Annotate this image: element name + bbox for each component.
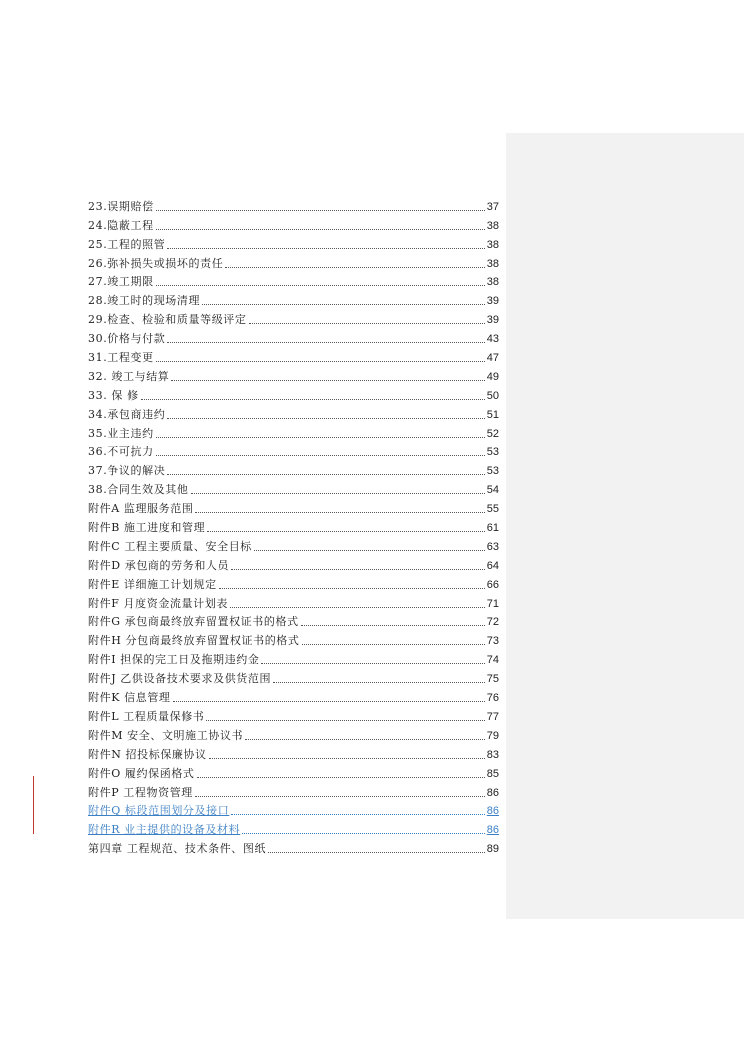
toc-entry[interactable]: [88, 573, 499, 592]
toc-entry-label: 附件E 详细施工计划规定: [88, 577, 217, 591]
toc-entry-label: 附件M 安全、文明施工协议书: [88, 728, 244, 742]
toc-entry-label: 26.弥补损失或损坏的责任: [88, 256, 224, 270]
toc-entry[interactable]: [88, 289, 499, 308]
toc-dot-leader: [202, 304, 485, 305]
toc-entry[interactable]: [88, 686, 499, 705]
toc-entry-label: 37.争议的解决: [88, 464, 166, 478]
toc-entry[interactable]: [88, 384, 499, 403]
toc-dot-leader: [231, 569, 485, 570]
toc-entry-page-number: 79: [486, 729, 499, 742]
toc-dot-leader: [206, 720, 484, 721]
toc-entry-page-number: 73: [486, 635, 499, 648]
toc-entry[interactable]: [88, 233, 499, 252]
toc-entry-page-number: 55: [486, 503, 499, 516]
toc-entry-page-number: 71: [486, 597, 499, 610]
toc-dot-leader: [242, 833, 485, 834]
toc-entry-label: 附件C 工程主要质量、安全目标: [88, 539, 252, 553]
toc-entry-label: 32. 竣工与结算: [88, 369, 170, 383]
toc-entry-page-number: 52: [486, 427, 499, 440]
toc-dot-leader: [197, 777, 485, 778]
toc-entry-label: 33. 保 修: [88, 388, 139, 402]
toc-entry-label: 36.不可抗力: [88, 445, 154, 459]
toc-entry-page-number: 77: [486, 710, 499, 723]
toc-entry-page-number: 83: [486, 748, 499, 761]
toc-entry[interactable]: [88, 365, 499, 384]
toc-dot-leader: [273, 682, 485, 683]
toc-entry[interactable]: [88, 705, 499, 724]
toc-dot-leader: [261, 663, 484, 664]
toc-dot-leader: [245, 739, 485, 740]
toc-entry-label: 附件G 承包商最终放弃留置权证书的格式: [88, 615, 299, 629]
toc-entry-label: 27.竣工期限: [88, 275, 154, 289]
toc-dot-leader: [209, 758, 485, 759]
toc-entry[interactable]: [88, 516, 499, 535]
toc-dot-leader: [171, 380, 484, 381]
toc-entry-page-number: 72: [486, 616, 499, 629]
toc-entry[interactable]: [88, 648, 499, 667]
toc-entry-page-number: 47: [486, 352, 499, 365]
toc-entry-page-number: 63: [486, 540, 499, 553]
toc-entry-label: 附件O 履约保函格式: [88, 766, 195, 780]
toc-entry[interactable]: [88, 629, 499, 648]
toc-dot-leader: [302, 644, 485, 645]
toc-dot-leader: [167, 474, 484, 475]
toc-entry[interactable]: [88, 459, 499, 478]
toc-entry-page-number: 37: [486, 200, 499, 213]
toc-entry-page-number: 50: [486, 389, 499, 402]
toc-entry-label: 附件L 工程质量保修书: [88, 709, 205, 723]
toc-entry-page-number: 39: [486, 314, 499, 327]
toc-entry[interactable]: [88, 422, 499, 441]
toc-entry-page-number: 86: [486, 786, 499, 799]
toc-dot-leader: [156, 361, 485, 362]
toc-entry[interactable]: [88, 214, 499, 233]
toc-dot-leader: [173, 701, 485, 702]
toc-entry-label: 附件N 招投标保廉协议: [88, 747, 207, 761]
toc-entry-page-number: 86: [486, 805, 499, 818]
toc-dot-leader: [195, 512, 484, 513]
toc-entry[interactable]: [88, 497, 499, 516]
toc-entry-page-number: 85: [486, 767, 499, 780]
toc-entry-page-number: 76: [486, 692, 499, 705]
toc-entry-label: 附件D 承包商的劳务和人员: [88, 558, 230, 572]
toc-dot-leader: [156, 210, 485, 211]
comment-pane: [506, 133, 744, 919]
toc-entry-label: 第四章 工程规范、技术条件、图纸: [88, 842, 267, 856]
toc-dot-leader: [207, 531, 485, 532]
toc-entry-page-number: 38: [486, 238, 499, 251]
toc-entry-page-number: 49: [486, 370, 499, 383]
toc-dot-leader: [156, 285, 485, 286]
toc-entry-label: 附件Q 标段范围划分及接口: [88, 804, 230, 818]
tracked-change-bar: [33, 776, 34, 834]
toc-entry-page-number: 54: [486, 484, 499, 497]
toc-entry[interactable]: [88, 837, 499, 856]
toc-entry-page-number: 61: [486, 522, 499, 535]
toc-entry-label: 34.承包商违约: [88, 407, 166, 421]
toc-entry[interactable]: [88, 271, 499, 290]
toc-entry[interactable]: [88, 327, 499, 346]
toc-entry-page-number: 51: [486, 408, 499, 421]
toc-entry-page-number: 38: [486, 219, 499, 232]
toc-entry-page-number: 38: [486, 257, 499, 270]
toc-dot-leader: [268, 852, 485, 853]
toc-entry-label: 30.价格与付款: [88, 332, 166, 346]
toc-dot-leader: [191, 493, 485, 494]
toc-entry-label: 24.隐蔽工程: [88, 218, 154, 232]
table-of-contents: [88, 195, 499, 856]
toc-entry-page-number: 43: [486, 333, 499, 346]
toc-dot-leader: [301, 625, 485, 626]
toc-entry-label: 附件I 担保的完工日及拖期违约金: [88, 653, 260, 667]
toc-entry[interactable]: [88, 818, 499, 837]
toc-dot-leader: [249, 323, 485, 324]
toc-entry[interactable]: [88, 611, 499, 630]
toc-entry-label: 附件A 监理服务范围: [88, 502, 194, 516]
toc-dot-leader: [231, 814, 484, 815]
toc-entry-label: 附件H 分包商最终放弃留置权证书的格式: [88, 634, 300, 648]
toc-entry-page-number: 38: [486, 276, 499, 289]
toc-entry-label: 附件B 施工进度和管理: [88, 521, 206, 535]
toc-dot-leader: [225, 267, 484, 268]
toc-entry[interactable]: [88, 403, 499, 422]
toc-dot-leader: [219, 588, 485, 589]
toc-dot-leader: [156, 455, 485, 456]
toc-entry[interactable]: [88, 781, 499, 800]
toc-entry-page-number: 39: [486, 295, 499, 308]
toc-dot-leader: [167, 248, 484, 249]
toc-entry-label: 附件R 业主提供的设备及材料: [88, 823, 241, 837]
toc-entry[interactable]: [88, 308, 499, 327]
toc-entry-page-number: 75: [486, 673, 499, 686]
toc-entry-page-number: 64: [486, 559, 499, 572]
toc-entry[interactable]: [88, 195, 499, 214]
toc-entry[interactable]: [88, 592, 499, 611]
toc-entry[interactable]: [88, 441, 499, 460]
toc-dot-leader: [167, 342, 484, 343]
toc-entry-page-number: 53: [486, 465, 499, 478]
toc-entry-page-number: 89: [486, 843, 499, 856]
toc-entry-label: 38.合同生效及其他: [88, 483, 189, 497]
toc-dot-leader: [141, 399, 485, 400]
toc-entry[interactable]: [88, 252, 499, 271]
toc-dot-leader: [167, 418, 484, 419]
toc-entry[interactable]: [88, 478, 499, 497]
toc-entry-label: 25.工程的照管: [88, 237, 166, 251]
toc-entry-label: 23.误期赔偿: [88, 199, 154, 213]
toc-entry[interactable]: [88, 743, 499, 762]
toc-entry-page-number: 66: [486, 578, 499, 591]
toc-dot-leader: [156, 437, 485, 438]
toc-entry[interactable]: [88, 800, 499, 819]
toc-entry[interactable]: [88, 762, 499, 781]
toc-entry-label: 29.检查、检验和质量等级评定: [88, 313, 247, 327]
toc-entry-label: 附件K 信息管理: [88, 691, 171, 705]
toc-entry-page-number: 53: [486, 446, 499, 459]
toc-entry-label: 31.工程变更: [88, 351, 154, 365]
toc-entry-page-number: 86: [486, 824, 499, 837]
toc-entry[interactable]: [88, 724, 499, 743]
toc-entry-label: 35.业主违约: [88, 426, 154, 440]
toc-entry-label: 附件P 工程物资管理: [88, 785, 193, 799]
toc-dot-leader: [156, 229, 485, 230]
toc-dot-leader: [195, 796, 485, 797]
toc-entry-label: 附件F 月度资金流量计划表: [88, 596, 228, 610]
toc-dot-leader: [254, 550, 485, 551]
toc-entry[interactable]: [88, 554, 499, 573]
toc-entry[interactable]: [88, 667, 499, 686]
toc-entry[interactable]: [88, 346, 499, 365]
toc-entry-page-number: 74: [486, 654, 499, 667]
toc-entry[interactable]: [88, 535, 499, 554]
toc-dot-leader: [230, 607, 485, 608]
toc-entry-label: 附件J 乙供设备技术要求及供货范围: [88, 672, 272, 686]
toc-entry-label: 28.竣工时的现场清理: [88, 294, 201, 308]
